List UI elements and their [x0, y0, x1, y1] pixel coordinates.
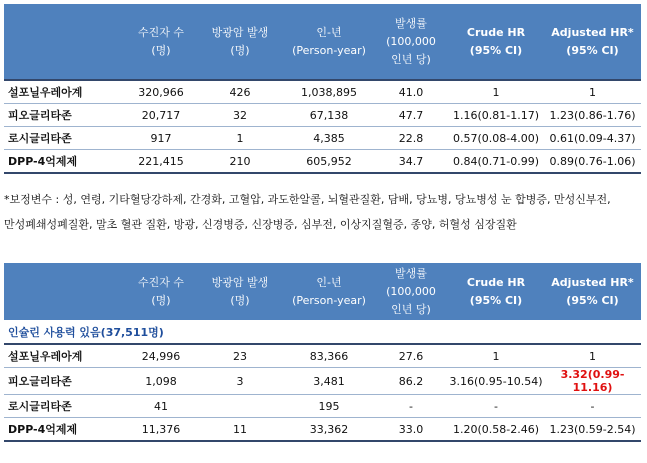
footnote-line-1: *보정변수 : 성, 연령, 기타혈당강하제, 간경화, 고혈압, 과도한알콜, 뇌혈관질환, 담배, 당뇨병, 당뇨병성 눈 합병증, 만성신부전,: [4, 193, 611, 206]
incidence-cell: 34.7: [374, 150, 448, 174]
adjusted-hr-cell: 1.23(0.86-1.76): [544, 104, 641, 127]
col-cases-header: 방광암 발생 (명): [196, 263, 284, 320]
adjusted-hr-cell: 1: [544, 344, 641, 368]
adjusted-hr-cell: -: [544, 395, 641, 418]
cases-cell: [196, 395, 284, 418]
group-label: 인슐린 사용력 있음(37,511명): [4, 320, 641, 344]
adjusted-hr-cell-highlighted: 3.32(0.99-11.16): [544, 368, 641, 395]
patients-cell: 41: [126, 395, 196, 418]
crude-hr-cell: 1: [448, 344, 544, 368]
footnote-line-2: 만성폐쇄성폐질환, 말초 혈관 질환, 방광, 신경병증, 신장병증, 심부전, 이상지질혈증, 종양, 허혈성 심장질환: [4, 218, 517, 231]
incidence-cell: 86.2: [374, 368, 448, 395]
table-row: [4, 127, 641, 150]
col-patients-header: 수진자 수 (명): [126, 263, 196, 320]
patients-cell: 1,098: [126, 368, 196, 395]
col-crude-hr-header: Crude HR (95% CI): [448, 263, 544, 320]
incidence-cell: 47.7: [374, 104, 448, 127]
col-person-years-header: 인-년 (Person-year): [284, 4, 374, 80]
drug-name: DPP-4억제제: [4, 150, 126, 174]
hr-table-overall: [4, 4, 641, 174]
crude-hr-cell: 0.57(0.08-4.00): [448, 127, 544, 150]
drug-name: 설포닐우레아계: [4, 80, 126, 104]
col-incidence-header: 발생률 (100,000 인년 당): [374, 263, 448, 320]
table-row: [4, 150, 641, 174]
cases-cell: 426: [196, 80, 284, 104]
drug-name: 피오글리타존: [4, 104, 126, 127]
incidence-cell: -: [374, 395, 448, 418]
adjusted-hr-cell: 0.61(0.09-4.37): [544, 127, 641, 150]
cases-cell: 1: [196, 127, 284, 150]
table-row: [4, 80, 641, 104]
col-drug-header: [4, 263, 126, 320]
drug-name: 로시글리타존: [4, 127, 126, 150]
adjusted-hr-cell: 1: [544, 80, 641, 104]
crude-hr-cell: 1.16(0.81-1.17): [448, 104, 544, 127]
person-years-cell: 83,366: [284, 344, 374, 368]
drug-name: DPP-4억제제: [4, 418, 126, 442]
incidence-cell: 22.8: [374, 127, 448, 150]
crude-hr-cell: 0.84(0.71-0.99): [448, 150, 544, 174]
col-crude-hr-header: Crude HR (95% CI): [448, 4, 544, 80]
person-years-cell: 3,481: [284, 368, 374, 395]
drug-name: 로시글리타존: [4, 395, 126, 418]
person-years-cell: 1,038,895: [284, 80, 374, 104]
crude-hr-cell: 3.16(0.95-10.54): [448, 368, 544, 395]
patients-cell: 11,376: [126, 418, 196, 442]
person-years-cell: 67,138: [284, 104, 374, 127]
table-header-row: [4, 263, 641, 320]
drug-name: 설포닐우레아계: [4, 344, 126, 368]
person-years-cell: 4,385: [284, 127, 374, 150]
table-row: [4, 418, 641, 442]
person-years-cell: 195: [284, 395, 374, 418]
cases-cell: 32: [196, 104, 284, 127]
patients-cell: 917: [126, 127, 196, 150]
drug-name: 피오글리타존: [4, 368, 126, 395]
col-patients-header: 수진자 수 (명): [126, 4, 196, 80]
incidence-cell: 33.0: [374, 418, 448, 442]
col-adjusted-hr-header: Adjusted HR* (95% CI): [544, 4, 641, 80]
crude-hr-cell: -: [448, 395, 544, 418]
col-adjusted-hr-header: Adjusted HR* (95% CI): [544, 263, 641, 320]
col-drug-header: [4, 4, 126, 80]
adjusted-hr-cell: 0.89(0.76-1.06): [544, 150, 641, 174]
col-incidence-header: 발생률 (100,000 인년 당): [374, 4, 448, 80]
table-row: [4, 104, 641, 127]
table-row: [4, 368, 641, 395]
table-header-row: [4, 4, 641, 80]
patients-cell: 24,996: [126, 344, 196, 368]
incidence-cell: 27.6: [374, 344, 448, 368]
col-cases-header: 방광암 발생 (명): [196, 4, 284, 80]
patients-cell: 221,415: [126, 150, 196, 174]
cases-cell: 11: [196, 418, 284, 442]
patients-cell: 320,966: [126, 80, 196, 104]
table-row: [4, 344, 641, 368]
crude-hr-cell: 1.20(0.58-2.46): [448, 418, 544, 442]
incidence-cell: 41.0: [374, 80, 448, 104]
cases-cell: 210: [196, 150, 284, 174]
crude-hr-cell: 1: [448, 80, 544, 104]
table-row: [4, 395, 641, 418]
person-years-cell: 605,952: [284, 150, 374, 174]
group-row: [4, 320, 641, 344]
person-years-cell: 33,362: [284, 418, 374, 442]
adjusted-hr-cell: 1.23(0.59-2.54): [544, 418, 641, 442]
hr-table-insulin: [4, 263, 641, 442]
patients-cell: 20,717: [126, 104, 196, 127]
cases-cell: 3: [196, 368, 284, 395]
cases-cell: 23: [196, 344, 284, 368]
col-person-years-header: 인-년 (Person-year): [284, 263, 374, 320]
